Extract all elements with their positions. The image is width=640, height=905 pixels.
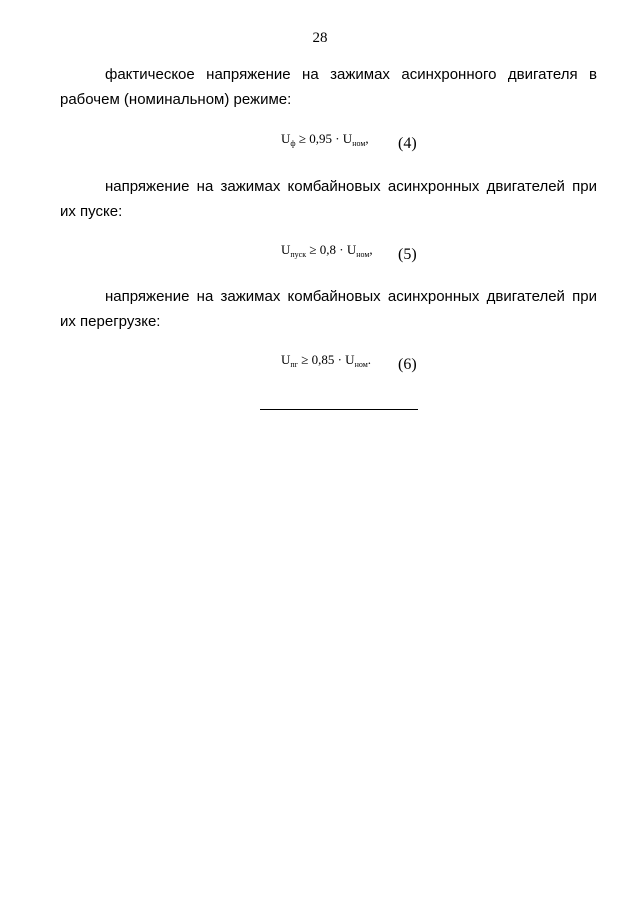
paragraph-rated-mode: [60, 62, 597, 112]
formula-lhs-symbol: U: [281, 352, 291, 367]
paragraph-text: напряжение на зажимах комбайновых асинхронных двигателей при их пуске:: [60, 178, 597, 220]
equation-number-6: (6): [398, 356, 417, 373]
equation-number-5: (5): [398, 246, 417, 263]
formula-lhs-symbol: U: [281, 131, 291, 146]
formula-relation: ≥ 0,95 · U: [298, 131, 353, 146]
end-of-text-rule: [260, 409, 418, 410]
formula-rhs-subscript: ном: [352, 139, 366, 148]
formula-trailing: .: [367, 352, 372, 367]
formula-trailing: ,: [365, 131, 369, 146]
page-number: 28: [312, 30, 328, 46]
formula-lhs-subscript: ф: [290, 139, 296, 148]
formula-5: [281, 242, 373, 259]
formula-lhs-subscript: пг: [290, 360, 298, 369]
formula-6: [281, 352, 371, 369]
formula-rhs-subscript: ном: [354, 360, 368, 369]
formula-relation: ≥ 0,85 · U: [301, 352, 355, 367]
formula-rhs-subscript: ном: [356, 250, 370, 259]
equation-number-4: (4): [398, 135, 417, 152]
formula-lhs-symbol: U: [281, 242, 291, 257]
paragraph-start-mode: [60, 174, 597, 224]
paragraph-text: напряжение на зажимах комбайновых асинхронных двигателей при их перегрузке:: [60, 288, 597, 330]
paragraph-text: фактическое напряжение на зажимах асинхронного двигателя в рабочем (номинальном) режиме:: [60, 66, 597, 108]
formula-relation: ≥ 0,8 · U: [309, 242, 357, 257]
formula-lhs-subscript: пуск: [290, 250, 307, 259]
formula-4: [281, 131, 369, 148]
formula-trailing: ,: [369, 242, 373, 257]
paragraph-overload-mode: [60, 284, 597, 334]
